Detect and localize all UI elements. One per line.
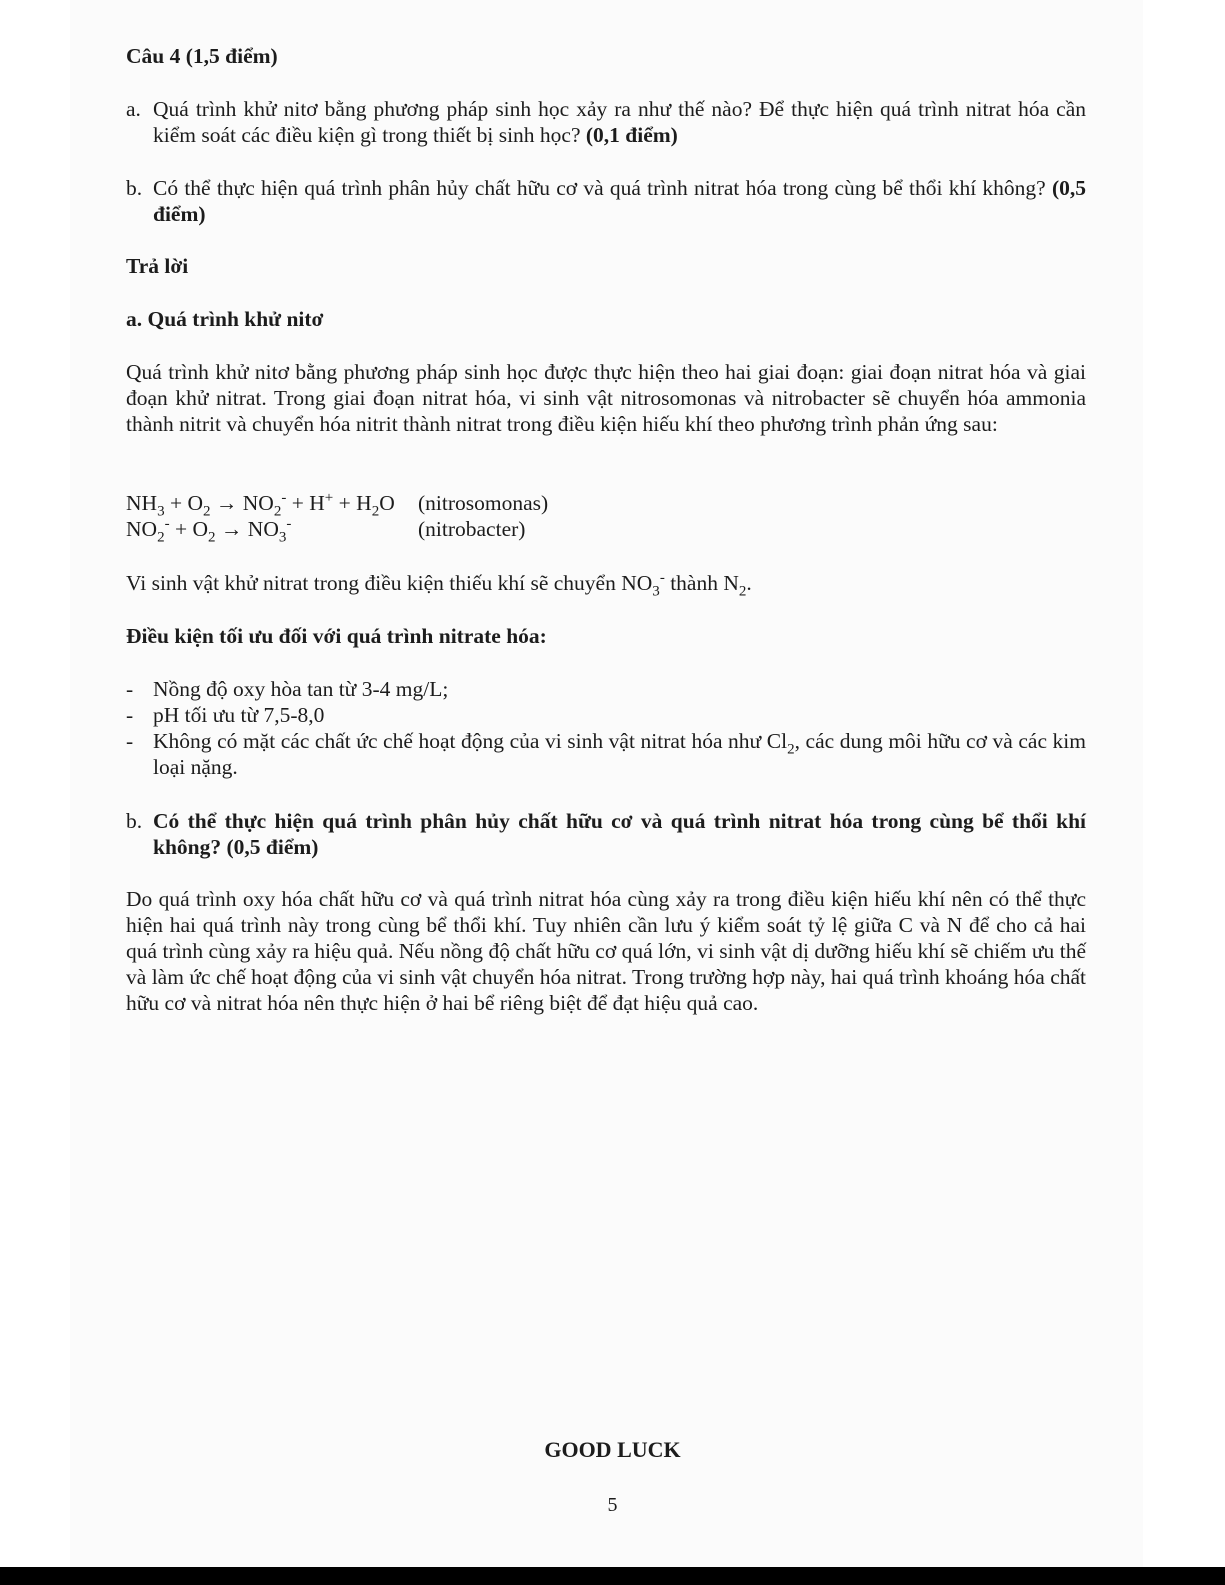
scan-margin-left bbox=[0, 0, 70, 1585]
closing-text: GOOD LUCK bbox=[544, 1437, 681, 1462]
list-item: - Nồng độ oxy hòa tan từ 3-4 mg/L; bbox=[126, 677, 449, 701]
question-item-text: Có thể thực hiện quá trình phân hủy chất hữu cơ và quá trình nitrat hóa trong cùng bể thổi khí không? bbox=[153, 176, 1046, 200]
equation-note: (nitrobacter) bbox=[418, 517, 526, 541]
page-number: 5 bbox=[607, 1494, 618, 1516]
list-item: - pH tối ưu từ 7,5-8,0 bbox=[126, 703, 325, 727]
question-item-points: (0,5 điểm) bbox=[153, 176, 1086, 226]
document-page bbox=[70, 0, 1143, 1567]
denitrification-sentence: Vi sinh vật khử nitrat trong điều kiện thiếu khí sẽ chuyển $NO_3^-$ thành $N_2$. bbox=[126, 569, 752, 600]
question-item-text: Quá trình khử nitơ bằng phương pháp sinh học xảy ra như thế nào? Để thực hiện quá trình nitrat hóa cần kiểm soát các điều kiện gì trong thiết bị sinh học? bbox=[153, 97, 1086, 147]
question-item-points: (0,1 điểm) bbox=[585, 123, 678, 147]
conditions-list bbox=[126, 676, 1086, 780]
part-b-paragraph: Do quá trình oxy hóa chất hữu cơ và quá trình nitrat hóa cùng xảy ra trong điều kiện hiếu khí nên có thể thực hiện hai quá trình này trong cùng bể thổi khí. Tuy nhiên cần lưu ý kiểm soát tỷ lệ giữa C và N để cho cả hai quá trình cùng xảy ra hiệu quả. Nếu nồng độ chất hữu cơ quá lớn, vi sinh vật dị dưỡng hiếu khí sẽ chiếm ưu thế và làm ức chế hoạt động của vi sinh vật chuyển hóa nitrat. Trong trường hợp này, hai quá trình khoáng hóa chất hữu cơ và nitrat hóa nên thực hiện ở hai bể riêng biệt để đạt hiệu quả cao. bbox=[126, 887, 1086, 1015]
equation-nitrobacter: $NO_2^- + O_2 \to NO_3^-$ (nitrobacter) bbox=[126, 515, 526, 546]
part-b-label: b. bbox=[126, 809, 143, 833]
question-title: Câu 4 (1,5 điểm) bbox=[126, 44, 278, 68]
list-item: - Không có mặt các chất ức chế hoạt động của vi sinh vật nitrat hóa như $Cl_2$, các dung môi hữu cơ và các kim loại nặng. bbox=[126, 729, 1087, 779]
equation-nitrosomonas: $NH_3 + O_2 \to NO_2^- + H^+ + H_2O$ (nitrosomonas) bbox=[126, 489, 549, 520]
part-a-paragraph: Quá trình khử nitơ bằng phương pháp sinh học được thực hiện theo hai giai đoạn: giai đoạn nitrat hóa và giai đoạn khử nitrat. Trong giai đoạn nitrat hóa, vi sinh vật nitrosomonas và nitrobacter sẽ chuyển hóa ammonia thành nitrit và chuyển hóa nitrit thành nitrat trong điều kiện hiếu khí theo phương trình phản ứng sau: bbox=[126, 360, 1086, 436]
scan-margin-right bbox=[1143, 0, 1225, 1585]
question-item-label: b. bbox=[126, 176, 143, 200]
equation-note: (nitrosomonas) bbox=[418, 491, 549, 515]
part-a-heading: a. Quá trình khử nitơ bbox=[126, 307, 324, 331]
answer-heading: Trả lời bbox=[126, 254, 189, 278]
question-item-label: a. bbox=[126, 97, 141, 121]
scan-bottom-edge bbox=[0, 1567, 1225, 1585]
conditions-heading: Điều kiện tối ưu đối với quá trình nitrate hóa: bbox=[126, 624, 547, 648]
